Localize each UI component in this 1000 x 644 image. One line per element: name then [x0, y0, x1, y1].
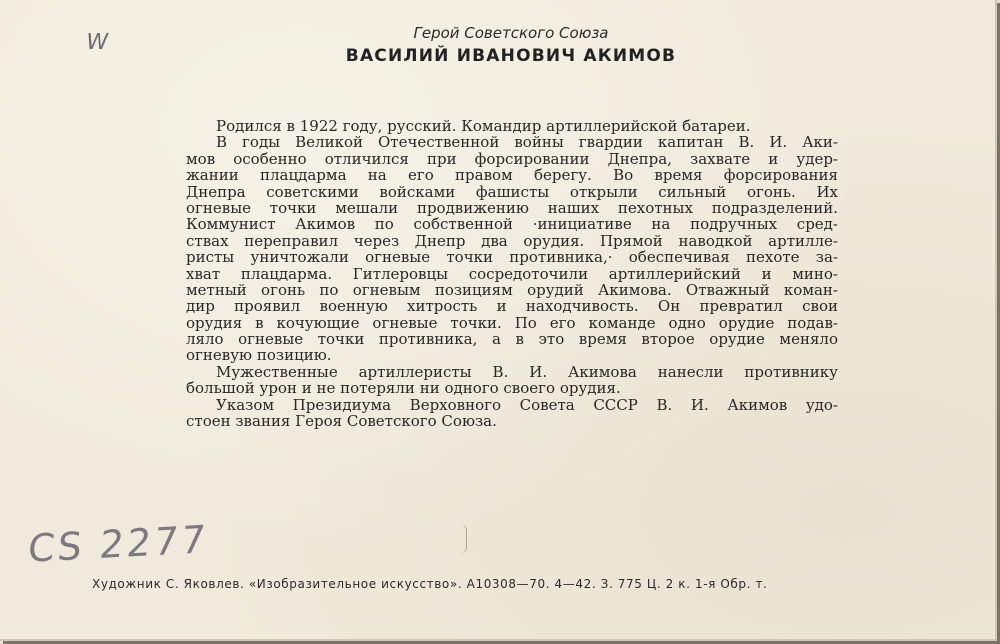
- biography-line: орудия в кочующие огневые точки. По его команде одно орудие подав-: [186, 313, 838, 332]
- handwritten-catalog-number: CS 2277: [26, 517, 211, 571]
- biography-line: Коммунист Акимов по собственной ·инициативе на подручных сред-: [186, 215, 838, 234]
- biography-line: большой урон и не потеряли ни одного своего орудия.: [186, 379, 621, 398]
- biography-line: ляло огневые точки противника, а в это время второе орудие меняло: [186, 330, 838, 349]
- biography-line: В годы Великой Отечественной войны гвардии капитан В. И. Аки-: [216, 133, 838, 152]
- publisher-imprint: Художник С. Яковлев. «Изобразительное искусство». А10308—70. 4—42. З. 775 Ц. 2 к. 1-я Обр. т.: [92, 577, 768, 591]
- biography-line: огневую позицию.: [186, 346, 332, 365]
- biography-line: ристы уничтожали огневые точки противника,· обеспечивая пехоте за-: [186, 248, 838, 267]
- pencil-mark: [460, 524, 467, 554]
- biography-line: метный огонь по огневым позициям орудий Акимова. Отважный коман-: [186, 280, 838, 299]
- biography-line: хват плацдарма. Гитлеровцы сосредоточили артиллерийский и мино-: [186, 264, 838, 283]
- hero-title: Герой Советского Союза: [413, 24, 609, 42]
- biography-line: Указом Президиума Верховного Совета СССР В. И. Акимов удо-: [216, 395, 838, 414]
- biography-line: стоен звания Героя Советского Союза.: [186, 412, 497, 431]
- biography-line: мов особенно отличился при форсировании Днепра, захвате и удер-: [186, 149, 838, 168]
- handwritten-mark-w: W: [83, 30, 109, 55]
- biography-line: жании плацдарма на его правом берегу. Во время форсирования: [186, 166, 838, 185]
- biography-text: [186, 118, 838, 429]
- biography-line: Родился в 1922 году, русский. Командир артиллерийской батареи.: [216, 117, 751, 135]
- hero-name: ВАСИЛИЙ ИВАНОВИЧ АКИМОВ: [345, 46, 677, 66]
- biography-line: Днепра советскими войсками фашисты открыли сильный огонь. Их: [186, 182, 838, 201]
- biography-line: дир проявил военную хитрость и находчивость. Он превратил свои: [186, 297, 838, 316]
- biography-line: Мужественные артиллеристы В. И. Акимова нанесли противнику: [216, 362, 838, 381]
- biography-line: огневые точки мешали продвижению наших пехотных подразделений.: [186, 198, 838, 217]
- biography-line: ствах переправил через Днепр два орудия. Прямой наводкой артилле-: [186, 231, 838, 250]
